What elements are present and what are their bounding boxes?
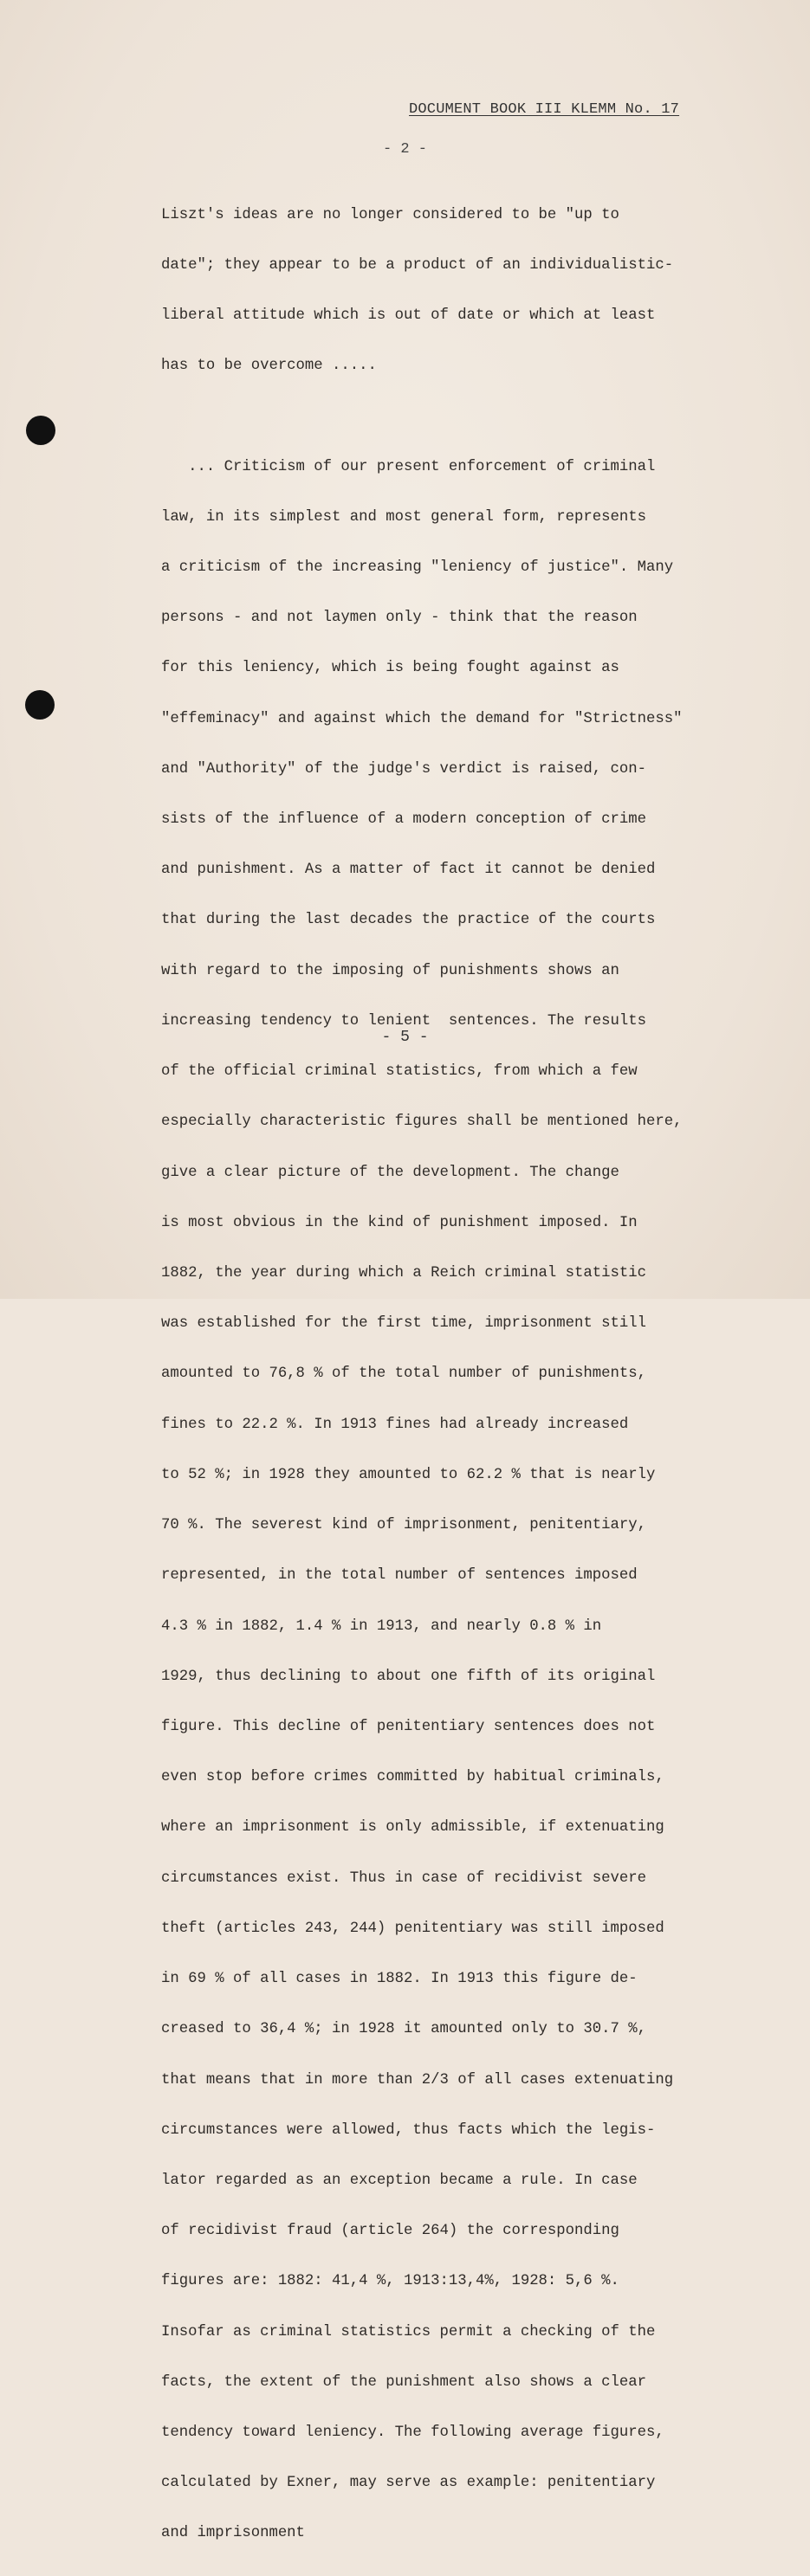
text-line: figure. This decline of penitentiary sentences does not [161, 1718, 656, 1735]
text-line: has to be overcome ..... [161, 358, 377, 375]
text-line: facts, the extent of the punishment also shows a clear [161, 2373, 647, 2391]
text-line: and imprisonment [161, 2525, 305, 2542]
text-line: where an imprisonment is only admissible, if extenuating [161, 1819, 664, 1837]
document-body [161, 173, 768, 2576]
text-line: circumstances were allowed, thus facts which the legis- [161, 2121, 656, 2139]
text-line: liberal attitude which is out of date or which at least [161, 307, 656, 325]
text-line: and "Authority" of the judge's verdict is raised, con- [161, 760, 647, 778]
text-line: in 69 % of all cases in 1882. In 1913 this figure de- [161, 1971, 638, 1988]
text-line: 70 %. The severest kind of imprisonment, penitentiary, [161, 1517, 647, 1534]
text-line: persons - and not laymen only - think that the reason [161, 610, 638, 627]
text-line: Liszt's ideas are no longer considered to be "up to [161, 206, 619, 223]
text-line: "effeminacy" and against which the demand for "Strictness" [161, 710, 683, 727]
text-line: even stop before crimes committed by habitual criminals, [161, 1769, 664, 1786]
text-line: creased to 36,4 %; in 1928 it amounted only to 30.7 %, [161, 2021, 647, 2038]
text-line: tendency toward leniency. The following average figures, [161, 2424, 664, 2442]
text-line: theft (articles 243, 244) penitentiary was still imposed [161, 1920, 664, 1937]
text-line: 4.3 % in 1882, 1.4 % in 1913, and nearly 0.8 % in [161, 1617, 602, 1635]
text-line: fines to 22.2 %. In 1913 fines had already increased [161, 1416, 629, 1433]
text-line: 1882, the year during which a Reich criminal statistic [161, 1265, 647, 1282]
text-line: amounted to 76,8 % of the total number of punishments, [161, 1365, 647, 1383]
paragraph-1 [161, 173, 768, 409]
text-line: calculated by Exner, may serve as example: penitentiary [161, 2475, 656, 2492]
text-line: lator regarded as an exception became a rule. In case [161, 2172, 638, 2189]
text-line: 1929, thus declining to about one fifth of its original [161, 1668, 656, 1685]
paragraph-2 [161, 425, 768, 2576]
text-line: that during the last decades the practice of the courts [161, 912, 656, 929]
text-line: give a clear picture of the development. The change [161, 1164, 619, 1181]
text-line: represented, in the total number of sentences imposed [161, 1567, 638, 1585]
punch-hole-top [26, 416, 55, 445]
page-number-top: - 2 - [382, 141, 427, 158]
text-line: a criticism of the increasing "leniency of justice". Many [161, 558, 674, 576]
text-line: and punishment. As a matter of fact it cannot be denied [161, 862, 656, 879]
text-line: for this leniency, which is being fought against as [161, 660, 619, 677]
text-line: of recidivist fraud (article 264) the corresponding [161, 2223, 619, 2240]
text-line: increasing tendency to lenient sentences. The results [161, 1012, 647, 1030]
text-line: Insofar as criminal statistics permit a checking of the [161, 2323, 656, 2340]
text-line: to 52 %; in 1928 they amounted to 62.2 % that is nearly [161, 1466, 656, 1483]
text-line: with regard to the imposing of punishments shows an [161, 962, 619, 979]
text-line: circumstances exist. Thus in case of recidivist severe [161, 1869, 647, 1887]
document-reference: DOCUMENT BOOK III KLEMM No. 17 [409, 101, 680, 118]
text-line: of the official criminal statistics, from which a few [161, 1063, 638, 1081]
page-number-bottom: - 5 - [381, 1029, 429, 1046]
text-line: figures are: 1882: 41,4 %, 1913:13,4%, 1928: 5,6 %. [161, 2273, 619, 2290]
text-line: law, in its simplest and most general form, represents [161, 508, 647, 526]
text-line: was established for the first time, imprisonment still [161, 1315, 647, 1333]
text-line: ... Criticism of our present enforcement of criminal [161, 458, 656, 475]
text-line: is most obvious in the kind of punishment imposed. In [161, 1214, 638, 1231]
text-line: date"; they appear to be a product of an individualistic- [161, 257, 674, 274]
text-line: especially characteristic figures shall be mentioned here, [161, 1114, 683, 1131]
punch-hole-bottom [25, 690, 55, 720]
text-line: sists of the influence of a modern conception of crime [161, 811, 647, 829]
text-line: that means that in more than 2/3 of all cases extenuating [161, 2071, 674, 2089]
